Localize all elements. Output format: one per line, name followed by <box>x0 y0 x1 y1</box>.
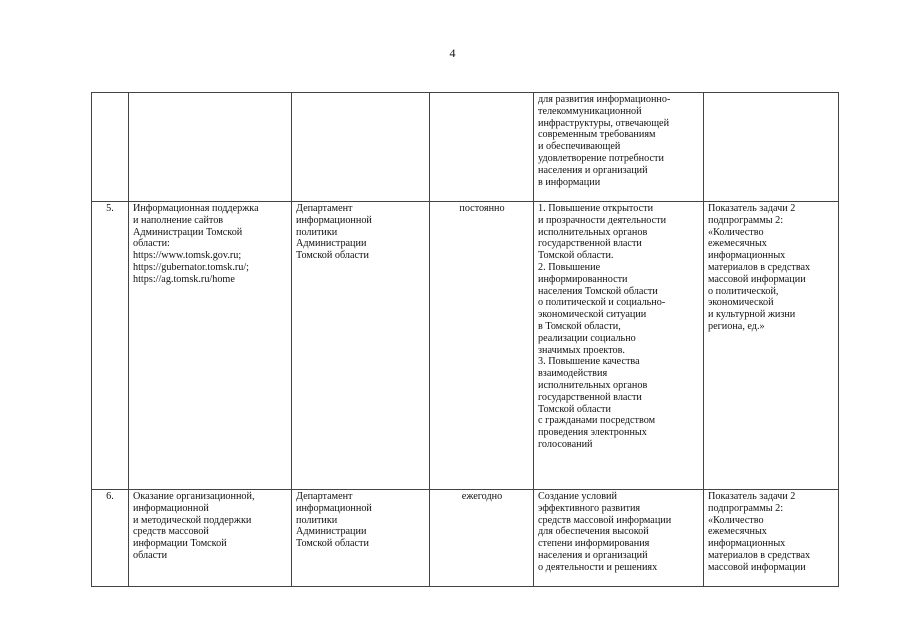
text-line: Показатель задачи 2 <box>708 491 796 502</box>
cell-executor <box>292 93 430 202</box>
cell-term: ежегодно <box>430 490 534 587</box>
cell-number: 5. <box>92 202 129 490</box>
text-line: «Количество <box>708 514 764 526</box>
text-line: политики <box>296 226 338 238</box>
text-line: о политической, <box>708 285 779 297</box>
text-line: Информационная поддержка <box>133 203 259 214</box>
text-line: экономической <box>708 297 774 309</box>
text-line: о деятельности и решениях <box>538 561 658 573</box>
text-line: удовлетворение потребности <box>538 152 664 164</box>
text-line: Создание условий <box>538 491 617 502</box>
text-line: проведения электронных <box>538 427 647 439</box>
cell-activity-name <box>129 202 292 490</box>
text-line: голосований <box>538 438 593 450</box>
table-row-5 <box>92 202 839 490</box>
cell-number <box>92 93 129 202</box>
text-line: государственной власти <box>538 391 642 403</box>
text-line: информационных <box>708 538 786 550</box>
text-line: ежемесячных <box>708 526 767 538</box>
text-line: средств массовой <box>133 526 209 538</box>
text-line: с гражданами посредством <box>538 415 656 427</box>
text-line: эффективного развития <box>538 502 641 514</box>
text-line: https://ag.tomsk.ru/home <box>133 273 235 285</box>
text-line: региона, ед.» <box>708 320 765 332</box>
cell-expected-result <box>534 490 704 587</box>
text-line: информационной <box>296 214 372 226</box>
cell-executor <box>292 490 430 587</box>
text-line: населения Томской области <box>538 285 658 297</box>
table-row-6 <box>92 490 839 587</box>
table-body <box>92 93 839 587</box>
text-line: Администрации Томской <box>133 226 243 238</box>
text-line: и наполнение сайтов <box>133 214 224 226</box>
text-line: населения и организаций <box>538 164 648 176</box>
text-line: области: <box>133 238 170 250</box>
cell-number: 6. <box>92 490 129 587</box>
text-line: государственной власти <box>538 238 642 250</box>
text-line: https://www.tomsk.gov.ru; <box>133 250 242 262</box>
text-line: для развития информационно- <box>538 94 671 105</box>
text-line: Томской области. <box>538 250 614 262</box>
text-line: политики <box>296 514 338 526</box>
text-line: телекоммуникационной <box>538 105 642 117</box>
text-line: населения и организаций <box>538 549 648 561</box>
text-line: материалов в средствах <box>708 549 811 561</box>
text-line: Показатель задачи 2 <box>708 203 796 214</box>
text-line: информационных <box>708 250 786 262</box>
text-line: Администрации <box>296 526 367 538</box>
text-line: Оказание организационной, <box>133 491 255 502</box>
text-line: экономической ситуации <box>538 309 647 321</box>
text-line: значимых проектов. <box>538 344 625 356</box>
text-line: 1. Повышение открытости <box>538 203 654 214</box>
text-line: средств массовой информации <box>538 514 672 526</box>
cell-indicator <box>704 93 839 202</box>
text-line: 3. Повышение качества <box>538 356 640 368</box>
page-number: 4 <box>449 46 456 60</box>
text-line: массовой информации <box>708 561 806 573</box>
cell-expected-result <box>534 202 704 490</box>
table-row-continuation <box>92 93 839 202</box>
text-line: ежемесячных <box>708 238 767 250</box>
text-line: в Томской области, <box>538 320 621 332</box>
text-line: 2. Повышение <box>538 261 601 273</box>
text-line: информации Томской <box>133 538 227 550</box>
text-line: современным требованиям <box>538 129 656 141</box>
cell-executor <box>292 202 430 490</box>
text-line: в информации <box>538 176 601 188</box>
text-line: взаимодействия <box>538 368 608 380</box>
cell-indicator <box>704 490 839 587</box>
text-line: области <box>133 549 168 561</box>
text-line: массовой информации <box>708 273 806 285</box>
cell-indicator <box>704 202 839 490</box>
text-line: исполнительных органов <box>538 379 648 391</box>
text-line: подпрограммы 2: <box>708 502 784 514</box>
text-line: информационной <box>133 502 209 514</box>
text-line: инфраструктуры, отвечающей <box>538 117 670 129</box>
text-line: Департамент <box>296 491 353 502</box>
cell-term <box>430 93 534 202</box>
text-line: для обеспечения высокой <box>538 526 649 538</box>
cell-activity-name <box>129 490 292 587</box>
text-line: Томской области <box>296 538 369 550</box>
text-line: степени информирования <box>538 538 650 550</box>
cell-activity-name <box>129 93 292 202</box>
text-line: Администрации <box>296 238 367 250</box>
text-line: о политической и социально- <box>538 297 666 309</box>
text-line: Департамент <box>296 203 353 214</box>
text-line: Томской области <box>296 250 369 262</box>
text-line: информированности <box>538 273 628 285</box>
text-line: и обеспечивающей <box>538 141 621 153</box>
text-line: https://gubernator.tomsk.ru/; <box>133 261 250 273</box>
text-line: реализации социально <box>538 332 636 344</box>
text-line: подпрограммы 2: <box>708 214 784 226</box>
cell-term: постоянно <box>430 202 534 490</box>
text-line: и прозрачности деятельности <box>538 214 667 226</box>
text-line: исполнительных органов <box>538 226 648 238</box>
cell-expected-result <box>534 93 704 202</box>
text-line: «Количество <box>708 226 764 238</box>
text-line: информационной <box>296 502 372 514</box>
text-line: и методической поддержки <box>133 514 252 526</box>
text-line: Томской области <box>538 403 611 415</box>
text-line: материалов в средствах <box>708 261 811 273</box>
text-line: и культурной жизни <box>708 309 796 321</box>
measures-table <box>91 92 839 587</box>
